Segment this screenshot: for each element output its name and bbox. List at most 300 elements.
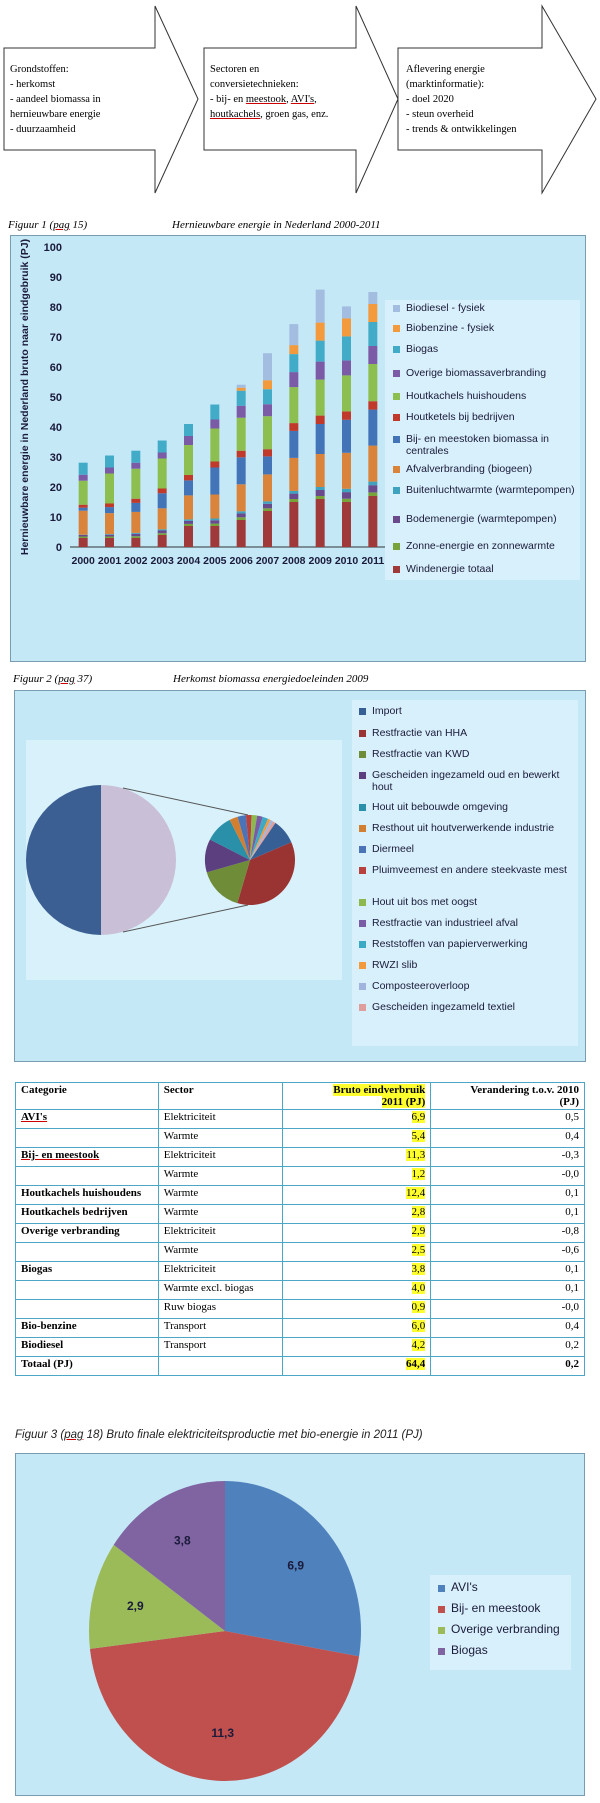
figure1-bar-afvalverbranding-biogeen (289, 458, 298, 491)
cell-sector: Elektriciteit (158, 1224, 282, 1243)
figure1-bar-houtkachels-huishoudens (184, 445, 193, 475)
figure1-bar-biodiesel-fysiek (342, 306, 351, 318)
cell-sector: Ruw biogas (158, 1300, 282, 1319)
figure1-bar-zonne-energie-en-zonnewarmte (79, 537, 88, 539)
legend-label: Biobenzine - fysiek (406, 322, 495, 334)
figure1-bar-biogas (105, 456, 114, 468)
legend-label: Hout uit bos met oogst (372, 896, 478, 908)
figure1-bar-biodiesel-fysiek (368, 292, 377, 304)
legend-swatch (359, 825, 366, 832)
cell-sector: Transport (158, 1319, 282, 1338)
legend-swatch (393, 487, 400, 494)
figure1-bar-zonne-energie-en-zonnewarmte (105, 537, 114, 539)
legend-swatch (359, 730, 366, 737)
cell-sector: Warmte (158, 1167, 282, 1186)
table-row (16, 1319, 585, 1338)
figure1-bar-houtketels-bij-bedrijven (158, 489, 167, 494)
legend-swatch (359, 899, 366, 906)
figure1-bar-bij-en-meestoken-biomassa-in-centrales (342, 420, 351, 453)
figure1-bar-bij-en-meestoken-biomassa-in-centrales (368, 410, 377, 446)
figure1-bar-afvalverbranding-biogeen (368, 446, 377, 482)
figure1-bar-afvalverbranding-biogeen (237, 484, 246, 511)
figure2-title: Herkomst biomassa energiedoeleinden 2009 (173, 673, 369, 685)
figure1-x-tick: 2005 (203, 555, 227, 567)
figure1-bar-houtkachels-huishoudens (158, 459, 167, 489)
figure3-data-label: 2,9 (126, 1599, 144, 1614)
figure1-bar-bodemenergie-warmtepompen (289, 494, 298, 499)
legend-label: Restfractie van KWD (372, 748, 470, 760)
legend-label: Overige biomassaverbranding (406, 367, 547, 379)
figure1-bar-afvalverbranding-biogeen (210, 495, 219, 519)
legend-swatch (359, 846, 366, 853)
cell-bruto: 12,4 (282, 1186, 431, 1205)
cell-verandering: 0,1 (431, 1205, 585, 1224)
cell-verandering: 0,1 (431, 1281, 585, 1300)
figure1-bar-biogas (342, 336, 351, 360)
figure2-legend-gescheiden-ingezameld-textiel (359, 1002, 572, 1019)
figure1-x-tick: 2000 (71, 555, 95, 567)
table-row (16, 1224, 585, 1243)
figure2-main-slice-biomassa-energiedoeleinden (101, 785, 176, 935)
legend-swatch (438, 1627, 445, 1634)
cell-sector: Warmte (158, 1205, 282, 1224)
figure1-bar-houtkachels-huishoudens (289, 387, 298, 423)
figure1-bar-afvalverbranding-biogeen (263, 474, 272, 501)
figure1-label: Figuur 1 (pag 15) (8, 219, 88, 231)
table-row (16, 1243, 585, 1262)
figure1-x-tick: 2011 (361, 555, 385, 567)
cell-categorie: Biodiesel (16, 1338, 159, 1357)
cell-verandering: 0,5 (431, 1110, 585, 1129)
figure1-bar-windenergie-totaal (263, 511, 272, 547)
figure1-legend-bij-en-meestoken-biomassa-in-centrales (393, 434, 576, 460)
figure1-bar-houtketels-bij-bedrijven (316, 416, 325, 424)
cell-verandering: -0,6 (431, 1243, 585, 1262)
figure1-bar-overige-biomassaverbranding (237, 406, 246, 418)
figure1-bar-biodiesel-fysiek (316, 290, 325, 323)
cell-bruto: 64,4 (282, 1357, 431, 1376)
legend-label: Buitenluchtwarmte (warmtepompen) (406, 484, 575, 496)
legend-swatch (359, 983, 366, 990)
figure1-bar-biogas (131, 451, 140, 463)
figure1-bar-windenergie-totaal (184, 526, 193, 547)
figure1-bar-bij-en-meestoken-biomassa-in-centrales (131, 503, 140, 512)
cell-bruto: 2,5 (282, 1243, 431, 1262)
figure1-y-tick: 40 (49, 422, 62, 434)
figure1-bar-buitenluchtwarmte-warmtepompen (342, 489, 351, 492)
figure1-bar-overige-biomassaverbranding (342, 360, 351, 375)
cell-verandering: -0,8 (431, 1224, 585, 1243)
legend-swatch (359, 962, 366, 969)
figure1-bar-windenergie-totaal (158, 535, 167, 547)
figure1-bar-windenergie-totaal (368, 496, 377, 547)
legend-label: Gescheiden ingezameld textiel (372, 1001, 516, 1013)
figure1-bar-biogas (368, 322, 377, 346)
cell-categorie (16, 1129, 159, 1148)
figure1-bar-zonne-energie-en-zonnewarmte (210, 524, 219, 526)
figure1-bar-afvalverbranding-biogeen (158, 508, 167, 529)
figure1-bar-houtketels-bij-bedrijven (131, 499, 140, 503)
table-row (16, 1110, 585, 1129)
cell-verandering: 0,4 (431, 1319, 585, 1338)
legend-label: Gescheiden ingezameld oud en bewerkt hout (372, 769, 560, 793)
cell-sector: Warmte excl. biogas (158, 1281, 282, 1300)
figure1-bar-overige-biomassaverbranding (210, 420, 219, 429)
cell-sector (158, 1357, 282, 1376)
figure1-bar-biobenzine-fysiek (368, 304, 377, 322)
table-row (16, 1148, 585, 1167)
cell-sector: Elektriciteit (158, 1262, 282, 1281)
figure1-bar-bodemenergie-warmtepompen (316, 490, 325, 496)
cell-bruto: 5,4 (282, 1129, 431, 1148)
flow-box2-line1: - bij- en meestook, AVI's, (210, 94, 317, 105)
figure1-legend-bodemenergie-warmtepompen (393, 514, 576, 537)
cell-bruto: 0,9 (282, 1300, 431, 1319)
figure1-bar-overige-biomassaverbranding (316, 362, 325, 380)
cell-sector: Warmte (158, 1186, 282, 1205)
table-row (16, 1129, 585, 1148)
flow-box1-line: - aandeel biomassa in (10, 94, 101, 105)
legend-label: Composteeroverloop (372, 980, 470, 992)
figure2-legend-hout-uit-bebouwde-omgeving (359, 802, 572, 819)
table-row (16, 1338, 585, 1357)
legend-swatch (359, 751, 366, 758)
figure1-bar-overige-biomassaverbranding (158, 453, 167, 459)
figure1-bar-afvalverbranding-biogeen (79, 511, 88, 535)
flow-box3-line: - trends & ontwikkelingen (406, 124, 517, 135)
figure3-legend-bij-en-meestook (438, 1603, 567, 1619)
figure1-bar-buitenluchtwarmte-warmtepompen (237, 511, 246, 513)
figure1-bar-houtketels-bij-bedrijven (289, 423, 298, 431)
legend-swatch (393, 414, 400, 421)
figure1-bar-overige-biomassaverbranding (131, 463, 140, 469)
figure1-bar-buitenluchtwarmte-warmtepompen (210, 519, 219, 521)
cell-categorie: Houtkachels bedrijven (16, 1205, 159, 1224)
legend-swatch (393, 516, 400, 523)
cell-categorie (16, 1243, 159, 1262)
figure1-bar-buitenluchtwarmte-warmtepompen (289, 491, 298, 494)
figure1-bar-biogas (289, 354, 298, 372)
legend-label: Overige verbranding (451, 1622, 560, 1636)
legend-label: Zonne-energie en zonnewarmte (406, 540, 555, 552)
figure1-bar-bij-en-meestoken-biomassa-in-centrales (105, 507, 114, 513)
figure2-main-slice-overig (26, 785, 101, 935)
figure1-bar-overige-biomassaverbranding (184, 436, 193, 445)
figure1-bar-biogas (210, 405, 219, 420)
figure1-bar-overige-biomassaverbranding (289, 372, 298, 387)
figure1-y-tick: 50 (49, 392, 62, 404)
figure1-x-tick: 2004 (176, 555, 201, 567)
legend-swatch (393, 466, 400, 473)
figure1-bar-buitenluchtwarmte-warmtepompen (263, 501, 272, 503)
figure1-x-tick: 2010 (334, 555, 359, 567)
cell-verandering: 0,1 (431, 1262, 585, 1281)
flow-box1-title: Grondstoffen: (10, 64, 69, 75)
figure1-x-tick: 2006 (229, 555, 253, 567)
figure1-legend-biobenzine-fysiek (393, 323, 576, 340)
flow-box2-line2: houtkachels, groen gas, enz. (210, 109, 329, 120)
legend-swatch (393, 393, 400, 400)
figure3-slice-bij-en-meestook (90, 1631, 359, 1781)
figure1-bar-bij-en-meestoken-biomassa-in-centrales (79, 508, 88, 511)
figure1-bar-houtketels-bij-bedrijven (105, 504, 114, 508)
legend-label: Reststoffen van papierverwerking (372, 938, 528, 950)
cell-bruto: 4,2 (282, 1338, 431, 1357)
figure1-bar-bodemenergie-warmtepompen (131, 534, 140, 536)
figure2-legend-resthout-uit-houtverwerkende-industrie (359, 823, 572, 840)
table-row (16, 1167, 585, 1186)
legend-label: Houtkachels huishoudens (406, 390, 527, 402)
legend-swatch (393, 566, 400, 573)
flow-box1-line: - duurzaamheid (10, 124, 76, 135)
figure3-data-label: 3,8 (173, 1533, 191, 1548)
figure1-bar-bodemenergie-warmtepompen (158, 531, 167, 534)
flow-box1-line: - herkomst (10, 79, 56, 90)
figure1-bar-zonne-energie-en-zonnewarmte (158, 533, 167, 535)
figure1-x-tick: 2002 (124, 555, 148, 567)
figure1-y-tick: 20 (49, 482, 62, 494)
figure1-bar-houtketels-bij-bedrijven (184, 475, 193, 480)
figure3-data-label: 11,3 (211, 1725, 235, 1740)
figure1-bar-overige-biomassaverbranding (105, 468, 114, 474)
figure1-y-tick: 70 (49, 332, 62, 344)
legend-label: Bij- en meestoken biomassa in centrales (406, 433, 549, 457)
figure1-bar-bij-en-meestoken-biomassa-in-centrales (237, 457, 246, 484)
figure1-bar-biodiesel-fysiek (289, 324, 298, 345)
figure1-bar-biobenzine-fysiek (263, 380, 272, 389)
figure1-bar-houtkachels-huishoudens (263, 416, 272, 449)
figure1-bar-afvalverbranding-biogeen (342, 453, 351, 489)
table-row (16, 1262, 585, 1281)
figure1-legend-overige-biomassaverbranding (393, 368, 576, 387)
figure1-legend (385, 300, 580, 580)
figure1-bar-zonne-energie-en-zonnewarmte (263, 508, 272, 511)
cell-categorie: Overige verbranding (16, 1224, 159, 1243)
cell-bruto: 11,3 (282, 1148, 431, 1167)
flow-box3-line: - doel 2020 (406, 94, 454, 105)
figure2-legend-restfractie-van-industrieel-afval (359, 918, 572, 935)
figure1-bar-biogas (237, 391, 246, 406)
figure1-y-tick: 0 (55, 542, 62, 554)
figure1-bar-bodemenergie-warmtepompen (105, 535, 114, 537)
figure1-y-tick: 30 (49, 452, 62, 464)
figure2-legend-restfractie-van-kwd (359, 749, 572, 766)
cell-categorie: AVI's (16, 1110, 159, 1129)
legend-swatch (359, 708, 366, 715)
cell-sector: Elektriciteit (158, 1110, 282, 1129)
figure1-bar-bodemenergie-warmtepompen (342, 492, 351, 499)
figure1-bar-zonne-energie-en-zonnewarmte (237, 517, 246, 520)
figure1-bar-houtkachels-huishoudens (105, 474, 114, 504)
figure1-bar-biogas (316, 341, 325, 362)
figure1-bar-buitenluchtwarmte-warmtepompen (105, 534, 114, 535)
flow-box-grondstoffen (10, 62, 101, 137)
figure1-bar-houtkachels-huishoudens (79, 481, 88, 505)
legend-label: Hout uit bebouwde omgeving (372, 801, 509, 813)
legend-label: Import (372, 705, 402, 717)
figure1-bar-biobenzine-fysiek (237, 388, 246, 391)
figure1-bar-houtketels-bij-bedrijven (79, 505, 88, 508)
cell-verandering: -0,3 (431, 1148, 585, 1167)
table-row (16, 1357, 585, 1376)
legend-swatch (438, 1648, 445, 1655)
cell-sector: Warmte (158, 1243, 282, 1262)
cell-verandering: -0,0 (431, 1300, 585, 1319)
figure3-legend-overige-verbranding (438, 1624, 567, 1640)
figure1-bar-windenergie-totaal (131, 538, 140, 547)
legend-swatch (359, 1004, 366, 1011)
figure1-bar-biobenzine-fysiek (289, 345, 298, 354)
cell-categorie: Bij- en meestook (16, 1148, 159, 1167)
cell-sector: Warmte (158, 1129, 282, 1148)
figure1-bar-bodemenergie-warmtepompen (368, 485, 377, 492)
figure1-x-tick: 2007 (255, 555, 280, 567)
figure1-bar-bij-en-meestoken-biomassa-in-centrales (316, 424, 325, 454)
figure1-legend-zonne-energie-en-zonnewarmte (393, 541, 576, 560)
figure1-bar-windenergie-totaal (210, 526, 219, 547)
legend-swatch (359, 920, 366, 927)
figure1-bar-overige-biomassaverbranding (263, 404, 272, 416)
legend-swatch (438, 1606, 445, 1613)
figure2-label: Figuur 2 (pag 37) (13, 673, 93, 685)
figure1-bar-buitenluchtwarmte-warmtepompen (368, 482, 377, 486)
figure1-bar-bodemenergie-warmtepompen (79, 535, 88, 537)
cell-bruto: 2,9 (282, 1224, 431, 1243)
figure2-legend (352, 700, 578, 1046)
figure1-title: Hernieuwbare energie in Nederland 2000-2011 (172, 219, 381, 231)
figure1-bar-zonne-energie-en-zonnewarmte (184, 524, 193, 526)
figure1-legend-buitenluchtwarmte-warmtepompen (393, 485, 576, 510)
figure2-legend-diermeel (359, 844, 572, 861)
legend-swatch (393, 305, 400, 312)
flow-box3-line: - steun overheid (406, 109, 474, 120)
figure1-bar-biodiesel-fysiek (237, 385, 246, 388)
figure1-bar-houtketels-bij-bedrijven (210, 462, 219, 468)
figure2-legend-gescheiden-ingezameld-oud-en-bewerkt-hout (359, 770, 572, 798)
legend-swatch (359, 804, 366, 811)
figure1-bar-windenergie-totaal (105, 538, 114, 547)
legend-label: AVI's (451, 1580, 478, 1594)
figure2-legend-reststoffen-van-papierverwerking (359, 939, 572, 956)
figure1-bar-afvalverbranding-biogeen (131, 512, 140, 533)
figure3-legend-biogas (438, 1645, 567, 1661)
cell-verandering: 0,1 (431, 1186, 585, 1205)
figure1-bar-zonne-energie-en-zonnewarmte (368, 492, 377, 496)
cell-categorie: Totaal (PJ) (16, 1357, 159, 1376)
figure2-legend-hout-uit-bos-met-oogst (359, 897, 572, 914)
figure1-bar-bij-en-meestoken-biomassa-in-centrales (210, 468, 219, 495)
table-row (16, 1205, 585, 1224)
cell-bruto: 1,2 (282, 1167, 431, 1186)
figure1-y-label: Hernieuwbare energie in Nederland bruto naar eindgebruik (PJ) (19, 238, 31, 556)
figure1-legend-houtkachels-huishoudens (393, 391, 576, 408)
legend-label: Diermeel (372, 843, 415, 855)
cell-categorie (16, 1281, 159, 1300)
figure1-bar-windenergie-totaal (289, 502, 298, 547)
figure1-y-tick: 90 (49, 272, 62, 284)
figure1-bar-biobenzine-fysiek (316, 323, 325, 341)
legend-label: Bij- en meestook (451, 1601, 541, 1615)
figure1-legend-biodiesel-fysiek (393, 303, 576, 319)
cell-categorie: Biogas (16, 1262, 159, 1281)
figure2-legend-restfractie-van-hha (359, 728, 572, 745)
cell-verandering: 0,2 (431, 1338, 585, 1357)
table-row (16, 1300, 585, 1319)
cell-bruto: 6,9 (282, 1110, 431, 1129)
cell-sector: Elektriciteit (158, 1148, 282, 1167)
figure1-bar-overige-biomassaverbranding (368, 346, 377, 364)
legend-swatch (359, 941, 366, 948)
legend-swatch (393, 436, 400, 443)
figure1-bar-bodemenergie-warmtepompen (210, 520, 219, 523)
figure1-bar-afvalverbranding-biogeen (316, 454, 325, 487)
figure1-bar-houtkachels-huishoudens (131, 469, 140, 499)
figure2-legend-import (359, 706, 572, 724)
figure3-legend (430, 1575, 571, 1670)
figure1-bar-bij-en-meestoken-biomassa-in-centrales (263, 456, 272, 474)
figure1-bar-zonne-energie-en-zonnewarmte (131, 536, 140, 538)
figure3-data-label: 6,9 (287, 1558, 305, 1573)
figure1-bar-overige-biomassaverbranding (79, 475, 88, 481)
figure1-bar-bodemenergie-warmtepompen (184, 521, 193, 524)
legend-swatch (359, 772, 366, 779)
figure1-x-tick: 2003 (150, 555, 174, 567)
figure1-bar-houtketels-bij-bedrijven (342, 411, 351, 419)
figure1-y-tick: 10 (49, 512, 62, 524)
legend-swatch (393, 370, 400, 377)
cell-verandering: -0,0 (431, 1167, 585, 1186)
figure1-bar-buitenluchtwarmte-warmtepompen (131, 533, 140, 534)
figure1-y-tick: 80 (49, 302, 62, 314)
header-verandering: Verandering t.o.v. 2010 (PJ) (431, 1083, 585, 1110)
figure1-x-tick: 2001 (97, 555, 122, 567)
figure1-bar-bij-en-meestoken-biomassa-in-centrales (158, 493, 167, 508)
figure1-bar-buitenluchtwarmte-warmtepompen (316, 487, 325, 490)
figure1-bar-windenergie-totaal (342, 502, 351, 547)
legend-label: Bodemenergie (warmtepompen) (406, 513, 557, 525)
figure1-y-tick: 60 (49, 362, 62, 374)
legend-swatch (393, 346, 400, 353)
figure1-bar-biogas (263, 389, 272, 404)
figure1-bar-buitenluchtwarmte-warmtepompen (158, 529, 167, 530)
table-header-row (16, 1083, 585, 1110)
legend-label: Biodiesel - fysiek (406, 302, 485, 314)
figure1-bar-houtketels-bij-bedrijven (237, 451, 246, 458)
cell-categorie (16, 1300, 159, 1319)
legend-label: Biogas (451, 1643, 488, 1657)
figure1-bar-afvalverbranding-biogeen (105, 513, 114, 534)
figure1-bar-afvalverbranding-biogeen (184, 495, 193, 519)
figure2-legend-pluimveemest-en-andere-steekvaste-mest (359, 865, 572, 893)
figure1-bar-bij-en-meestoken-biomassa-in-centrales (184, 480, 193, 495)
figure1-x-tick: 2008 (282, 555, 306, 567)
figure1-y-tick: 100 (43, 242, 62, 254)
figure1-bar-houtketels-bij-bedrijven (263, 449, 272, 456)
figure1-bar-bodemenergie-warmtepompen (237, 513, 246, 517)
figure1-legend-afvalverbranding-biogeen (393, 464, 576, 481)
legend-label: Resthout uit houtverwerkende industrie (372, 822, 555, 834)
figure1-bar-zonne-energie-en-zonnewarmte (342, 499, 351, 502)
flow-box-sectoren (210, 62, 328, 122)
cell-categorie: Bio-benzine (16, 1319, 159, 1338)
figure1-bar-biogas (79, 463, 88, 475)
figure2-legend-rwzi-slib (359, 960, 572, 977)
figure1-bar-houtkachels-huishoudens (342, 375, 351, 411)
legend-label: Afvalverbranding (biogeen) (406, 463, 533, 475)
table-row (16, 1281, 585, 1300)
figure1-bar-houtkachels-huishoudens (210, 429, 219, 462)
cell-bruto: 6,0 (282, 1319, 431, 1338)
